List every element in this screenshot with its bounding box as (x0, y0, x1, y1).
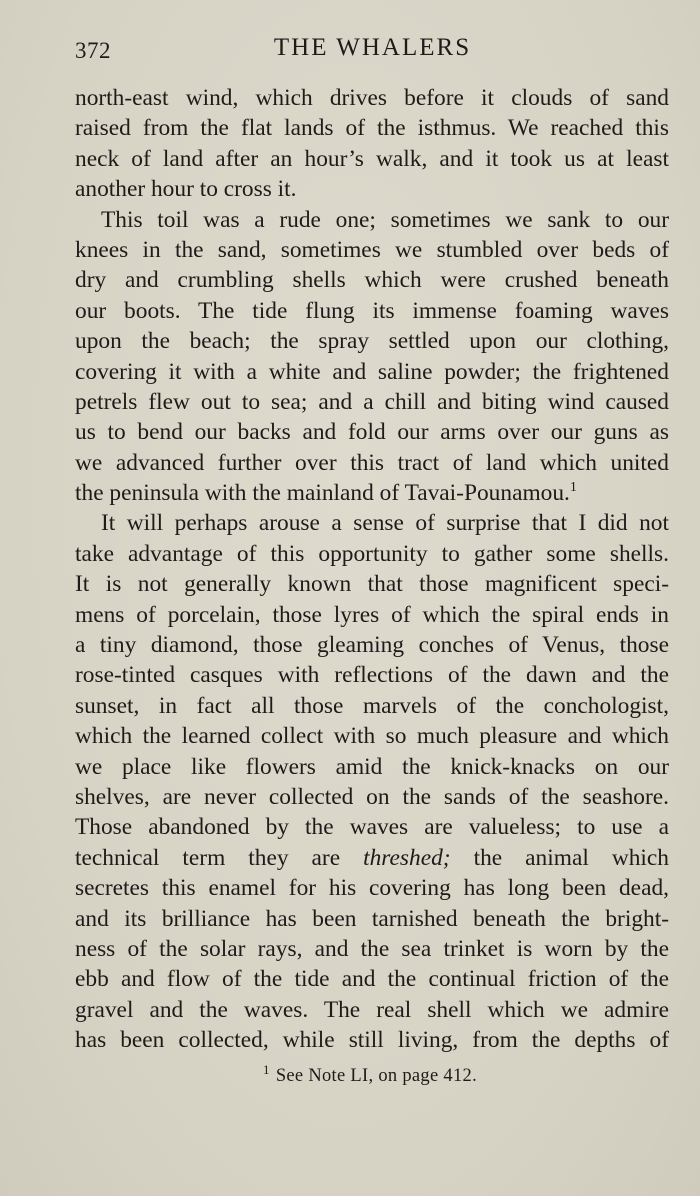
page-number: 372 (75, 38, 111, 63)
page-header (75, 32, 670, 68)
text-line: knees in the sand, sometimes we stumbled over beds of (75, 236, 669, 263)
text-line: raised from the flat lands of the isthmus. We reached this (75, 115, 669, 142)
text-line (75, 478, 669, 508)
text-line: another hour to cross it. (75, 176, 297, 203)
text-line: secretes this enamel for his covering has long been dead, (75, 875, 669, 902)
text-line: has been collected, while still living, from the depths of (75, 1027, 669, 1054)
footnote-text: See Note LI, on page 412. (275, 1066, 477, 1087)
text-line-content: the peninsula with the mainland of Tavai-Pounamou. (75, 480, 570, 507)
text-line: we advanced further over this tract of land which united (75, 449, 669, 476)
text-line: our boots. The tide flung its immense foaming waves (75, 297, 669, 324)
text-line: take advantage of this opportunity to gather some shells. (75, 540, 669, 567)
text-line: gravel and the waves. The real shell which we admire (75, 996, 669, 1023)
text-line: dry and crumbling shells which were crushed beneath (75, 267, 669, 294)
text-line: north-east wind, which drives before it clouds of sand (75, 85, 669, 111)
text-line: neck of land after an hour’s walk, and it took us at least (75, 145, 669, 172)
footnote-reference: 1 (569, 480, 577, 496)
text-line: It is not generally known that those magnificent speci- (75, 571, 669, 598)
text-line: a tiny diamond, those gleaming conches of Venus, those (75, 632, 669, 659)
text-line: covering it with a white and saline powder; the frightened (75, 358, 669, 385)
footnote (0, 1062, 700, 1087)
text-line: ebb and flow of the tide and the continual friction of the (75, 966, 669, 993)
text-line: mens of porcelain, those lyres of which the spiral ends in (75, 601, 669, 628)
text-line: and its brilliance has been tarnished beneath the bright- (75, 905, 669, 932)
text-line: Those abandoned by the waves are valueless; to use a (75, 814, 669, 841)
body-text (75, 83, 669, 1056)
text-line: petrels flew out to sea; and a chill and biting wind caused (75, 388, 669, 415)
text-segment: the animal which (450, 844, 669, 871)
text-line: This toil was a rude one; sometimes we sank to our (101, 206, 669, 233)
running-title: THE WHALERS (273, 34, 472, 61)
footnote-mark: 1 (263, 1062, 270, 1077)
text-line: we place like flowers amid the knick-knacks on our (75, 753, 669, 780)
text-line: sunset, in fact all those marvels of the conchologist, (75, 692, 669, 719)
text-segment: technical term they are (75, 844, 364, 871)
text-line: us to bend our backs and fold our arms over our guns as (75, 419, 669, 446)
text-line: which the learned collect with so much pleasure and which (75, 723, 669, 750)
text-line (75, 843, 669, 873)
text-line: ness of the solar rays, and the sea trinket is worn by the (75, 935, 669, 962)
text-line: It will perhaps arouse a sense of surprise that I did not (101, 510, 669, 537)
text-line: rose-tinted casques with reflections of the dawn and the (75, 662, 669, 689)
italic-term: threshed; (363, 844, 451, 871)
text-line: upon the beach; the spray settled upon our clothing, (75, 328, 669, 355)
text-line: shelves, are never collected on the sands of the seashore. (75, 783, 669, 810)
